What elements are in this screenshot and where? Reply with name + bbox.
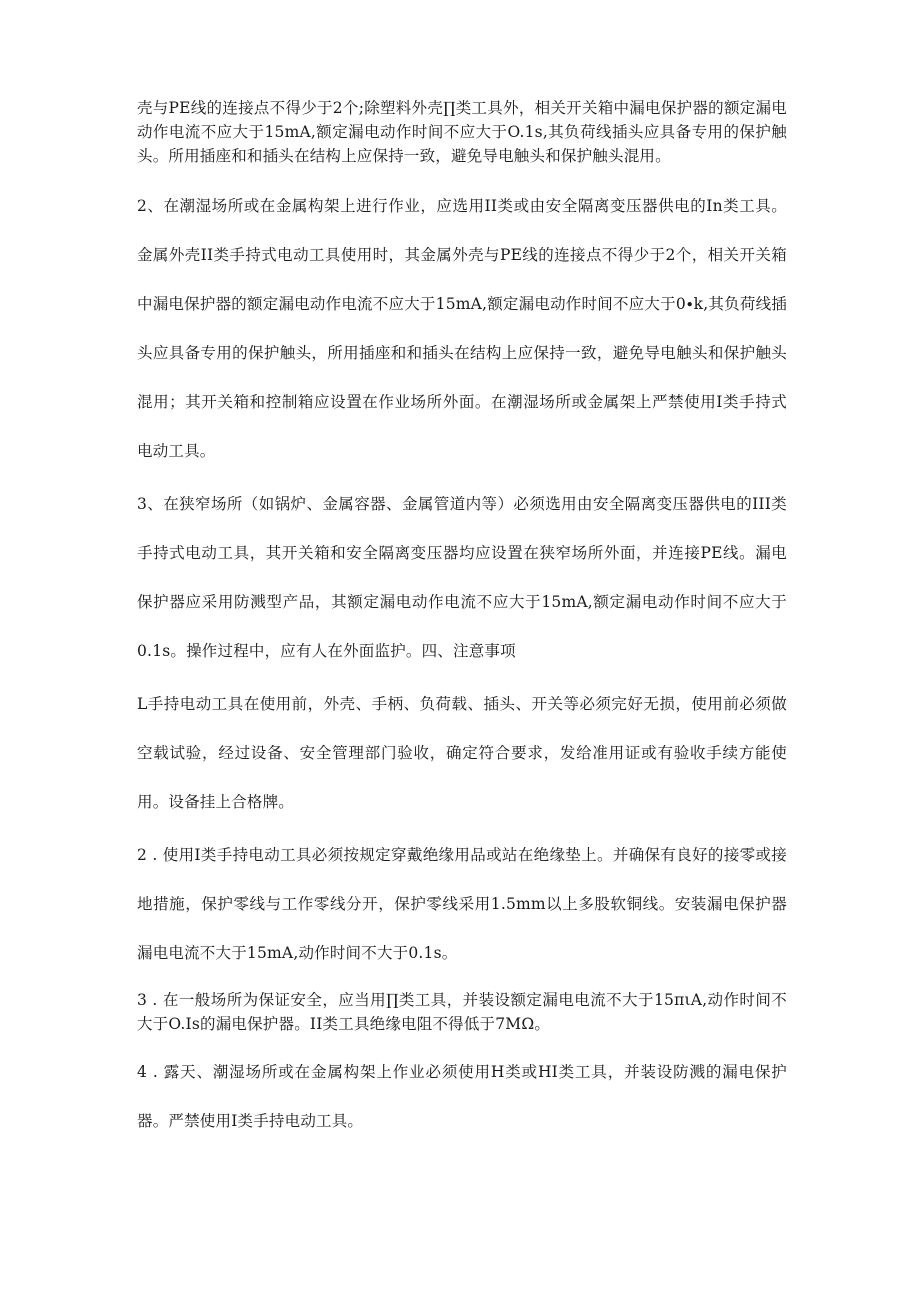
paragraph-note-4: 4 . 露天、潮湿场所或在金属构架上作业必须使用H类或HI类工具，并装设防溅的漏电保护器。严禁使用I类手持电动工具。 [137, 1063, 787, 1130]
paragraph-note-2: 2 . 使用I类手持电动工具必须按规定穿戴绝缘用品或站在绝缘垫上。并确保有良好的接零或接地措施，保护零线与工作零线分开，保护零线采用1.5mm以上多股软铜线。安装漏电保护器漏电电流不大于15mA,动作时间不大于0.1s。 [137, 846, 787, 962]
paragraph-note-1: L手持电动工具在使用前，外壳、手柄、负荷载、插头、开关等必须完好无损，使用前必须做空载试验，经过设备、安全管理部门验收，确定符合要求，发给准用证或有验收手续方能使用。设备挂上合格牌。 [137, 695, 787, 811]
paragraph-item-3-narrow-locations: 3、在狭窄场所（如锅炉、金属容器、金属管道内等）必须选用由安全隔离变压器供电的III类手持式电动工具，其开关箱和安全隔离变压器均应设置在狭窄场所外面，并连接PE线。漏电保护器应采用防溅型产品，其额定漏电动作电流不应大于15mA,额定漏电动作时间不应大于0.1s。操作过程中，应有人在外面监护。四、注意事项 [137, 495, 787, 660]
paragraph-note-3: 3 . 在一般场所为保证安全，应当用∏类工具，并装设额定漏电电流不大于15πιA,动作时间不大于O.Is的漏电保护器。II类工具绝缘电阻不得低于7MΩ。 [137, 991, 787, 1033]
document-body [137, 96, 787, 1150]
paragraph-item-2-damp-locations: 2、在潮湿场所或在金属构架上进行作业，应选用II类或由安全隔离变压器供电的In类工具。金属外壳II类手持式电动工具使用时，其金属外壳与PE线的连接点不得少于2个，相关开关箱中漏电保护器的额定漏电动作电流不应大于15mA,额定漏电动作时间不应大于0∙k,其负荷线插头应具备专用的保护触头，所用插座和和插头在结构上应保持一致，避免导电触头和保护触头混用；其开关箱和控制箱应设置在作业场所外面。在潮湿场所或金属架上严禁使用I类手持式电动工具。 [137, 197, 787, 460]
paragraph-continuation: 壳与PE线的连接点不得少于2个;除塑料外壳∏类工具外，相关开关箱中漏电保护器的额定漏电动作电流不应大于15mA,额定漏电动作时间不应大于O.1s,其负荷线插头应具备专用的保护触头。所用插座和和插头在结构上应保持一致，避免导电触头和保护触头混用。 [137, 99, 787, 165]
